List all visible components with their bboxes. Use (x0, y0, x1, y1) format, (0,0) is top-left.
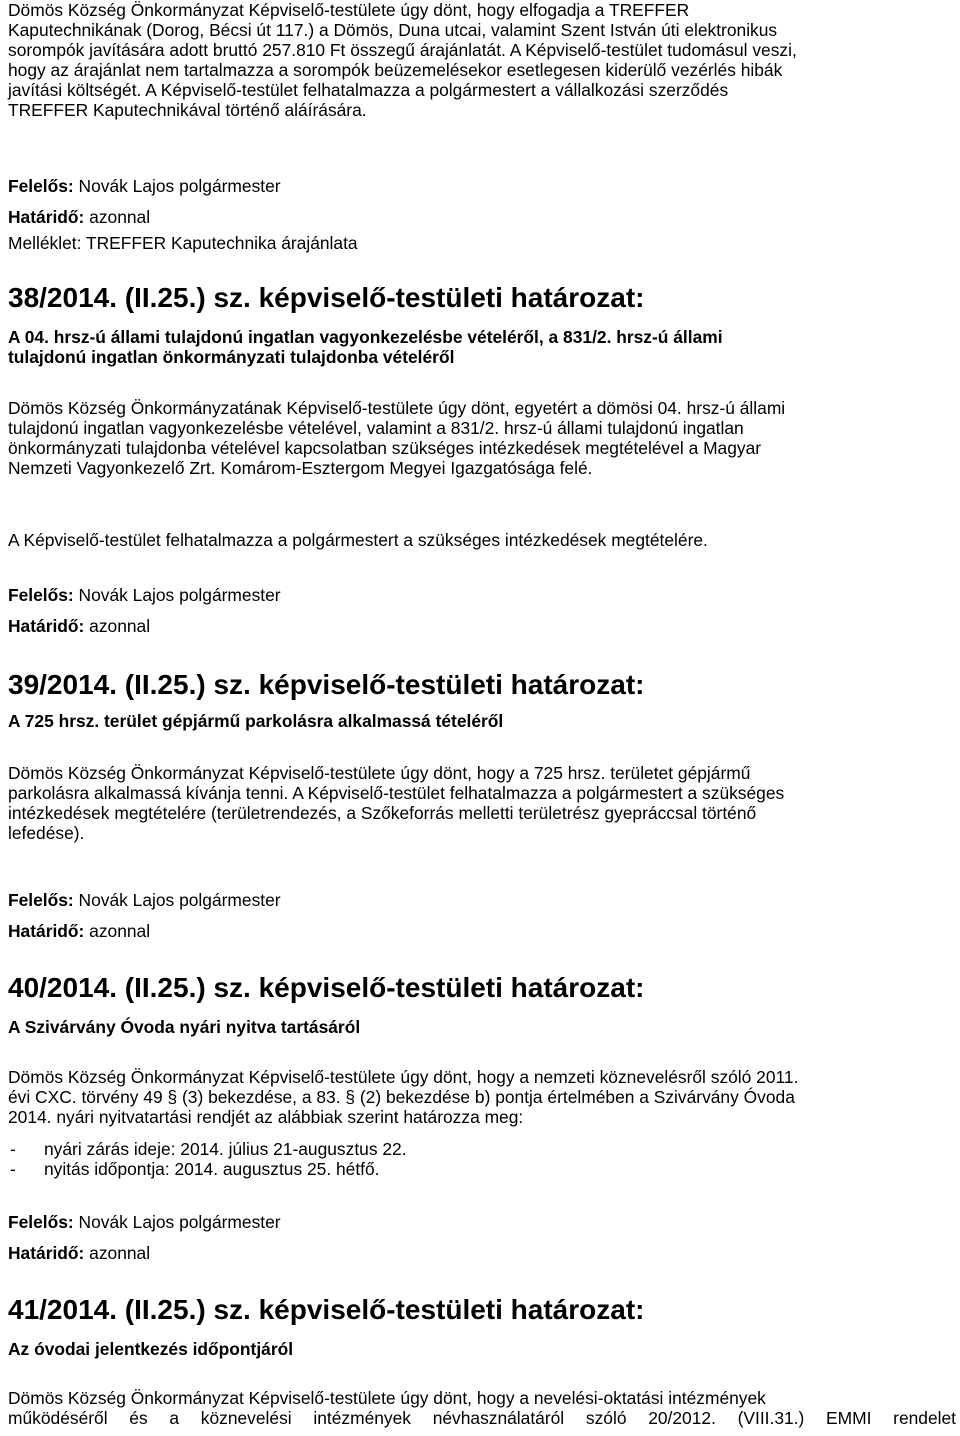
deadline-line (8, 207, 956, 227)
resolution-header: 40/2014. (II.25.) sz. képviselő-testületi határozat: (8, 972, 645, 1003)
deadline-value: azonnal (84, 921, 151, 941)
paragraph-line: javítási költségét. A Képviselő-testület felhatalmazza a polgármestert a vállalkozási szerződés (8, 80, 729, 100)
resolution-body (8, 1067, 956, 1127)
list-marker: - (10, 1139, 16, 1159)
body-line: 2014. nyári nyitvatartási rendjét az alábbiak szerint határozza meg: (8, 1107, 524, 1127)
deadline-value: azonnal (84, 616, 151, 636)
deadline-label: Határidő: (8, 921, 85, 941)
responsible-label: Felelős: (8, 585, 74, 605)
subject-line: A Szivárvány Óvoda nyári nyitva tartásáról (8, 1017, 361, 1037)
responsible-line (8, 176, 956, 196)
attachment-label: Melléklet: (8, 233, 82, 253)
subject-line: tulajdonú ingatlan önkormányzati tulajdonba vételéről (8, 347, 455, 367)
body-line: Dömös Község Önkormányzat Képviselő-testülete úgy dönt, hogy a nevelési-oktatási intézmények (8, 1388, 766, 1408)
resolution-subject (8, 1017, 956, 1037)
resolution-subject (8, 1339, 956, 1359)
body-line: parkolásra alkalmassá kívánja tenni. A Képviselő-testület felhatalmazza a polgármestert a szükséges (8, 783, 785, 803)
deadline-value: azonnal (84, 207, 151, 227)
resolution-body-2: A Képviselő-testület felhatalmazza a polgármestert a szükséges intézkedések megtételére. (8, 530, 708, 550)
paragraph-line: TREFFER Kaputechnikával történő aláírására. (8, 100, 367, 120)
deadline-label: Határidő: (8, 616, 85, 636)
subject-line: A 725 hrsz. terület gépjármű parkolásra alkalmassá tételéről (8, 711, 504, 731)
body-line: Dömös Község Önkormányzatának Képviselő-testülete úgy dönt, egyetért a dömösi 04. hrsz-ú állami (8, 398, 786, 418)
deadline-value: azonnal (84, 1243, 151, 1263)
body-line: Dömös Község Önkormányzat Képviselő-testülete úgy dönt, hogy a nemzeti köznevelésről szóló 2011. (8, 1067, 799, 1087)
responsible-line (8, 1212, 956, 1232)
paragraph-line: hogy az árajánlat nem tartalmazza a sorompók beüzemelésekor esetlegesen kiderülő vezérlés hibák (8, 60, 783, 80)
responsible-value: Novák Lajos polgármester (73, 585, 281, 605)
deadline-line (8, 1243, 956, 1263)
responsible-line (8, 585, 956, 605)
responsible-value: Novák Lajos polgármester (73, 1212, 281, 1232)
resolution-header: 41/2014. (II.25.) sz. képviselő-testületi határozat: (8, 1294, 645, 1325)
deadline-line (8, 921, 956, 941)
responsible-label: Felelős: (8, 1212, 74, 1232)
paragraph-line: Kaputechnikának (Dorog, Bécsi út 117.) a Dömös, Duna utcai, valamint Szent István úti elektronikus (8, 20, 778, 40)
body-line: Dömös Község Önkormányzat Képviselő-testülete úgy dönt, hogy a 725 hrsz. területet gépjármű (8, 763, 751, 783)
resolution-subject (8, 711, 956, 731)
resolution-list (8, 1139, 956, 1179)
body-line: Nemzeti Vagyonkezelő Zrt. Komárom-Esztergom Megyei Igazgatósága felé. (8, 458, 593, 478)
resolution-body (8, 1388, 956, 1428)
body-line: tulajdonú ingatlan vagyonkezelésbe vételével, valamint a 831/2. hrsz-ú állami tulajdonú ingatlan (8, 418, 744, 438)
deadline-line (8, 616, 956, 636)
resolution-header: 38/2014. (II.25.) sz. képviselő-testületi határozat: (8, 282, 645, 313)
responsible-line (8, 890, 956, 910)
resolution-body (8, 398, 956, 478)
list-item: - nyári zárás ideje: 2014. július 21-augusztus 22. (10, 1139, 407, 1159)
list-item: - nyitás időpontja: 2014. augusztus 25. hétfő. (10, 1159, 380, 1179)
responsible-value: Novák Lajos polgármester (73, 890, 281, 910)
resolution-header: 39/2014. (II.25.) sz. képviselő-testületi határozat: (8, 669, 645, 700)
body-line: intézkedések megtételére (területrendezés, a Szőkeforrás melletti területrész gyepráccsal történő (8, 803, 757, 823)
attachment-line (8, 233, 956, 253)
responsible-value: Novák Lajos polgármester (73, 176, 281, 196)
body-line: önkormányzati tulajdonba vételével kapcsolatban szükséges intézkedések megtételével a Magyar (8, 438, 762, 458)
paragraph-line: sorompók javítására adott bruttó 257.810 Ft összegű árajánlatát. A Képviselő-testület tudomásul veszi, (8, 40, 797, 60)
paragraph-line: Dömös Község Önkormányzat Képviselő-testülete úgy dönt, hogy elfogadja a TREFFER (8, 0, 690, 20)
subject-line: A 04. hrsz-ú állami tulajdonú ingatlan vagyonkezelésbe vételéről, a 831/2. hrsz-ú állami (8, 327, 723, 347)
subject-line: Az óvodai jelentkezés időpontjáról (8, 1339, 294, 1359)
body-line: működéséről és a köznevelési intézmények névhasználatáról szóló 20/2012. (VIII.31.) EMMI rendelet (8, 1408, 956, 1428)
responsible-label: Felelős: (8, 890, 74, 910)
deadline-label: Határidő: (8, 207, 85, 227)
deadline-label: Határidő: (8, 1243, 85, 1263)
resolution-body (8, 763, 956, 843)
top-paragraph (8, 0, 956, 120)
body-line: lefedése). (8, 823, 85, 843)
list-marker: - (10, 1159, 16, 1179)
responsible-label: Felelős: (8, 176, 74, 196)
resolution-subject (8, 327, 956, 367)
attachment-value: TREFFER Kaputechnika árajánlata (81, 233, 358, 253)
body-line: évi CXC. törvény 49 § (3) bekezdése, a 83. § (2) bekezdése b) pontja értelmében a Szivárvány Óvoda (8, 1087, 795, 1107)
